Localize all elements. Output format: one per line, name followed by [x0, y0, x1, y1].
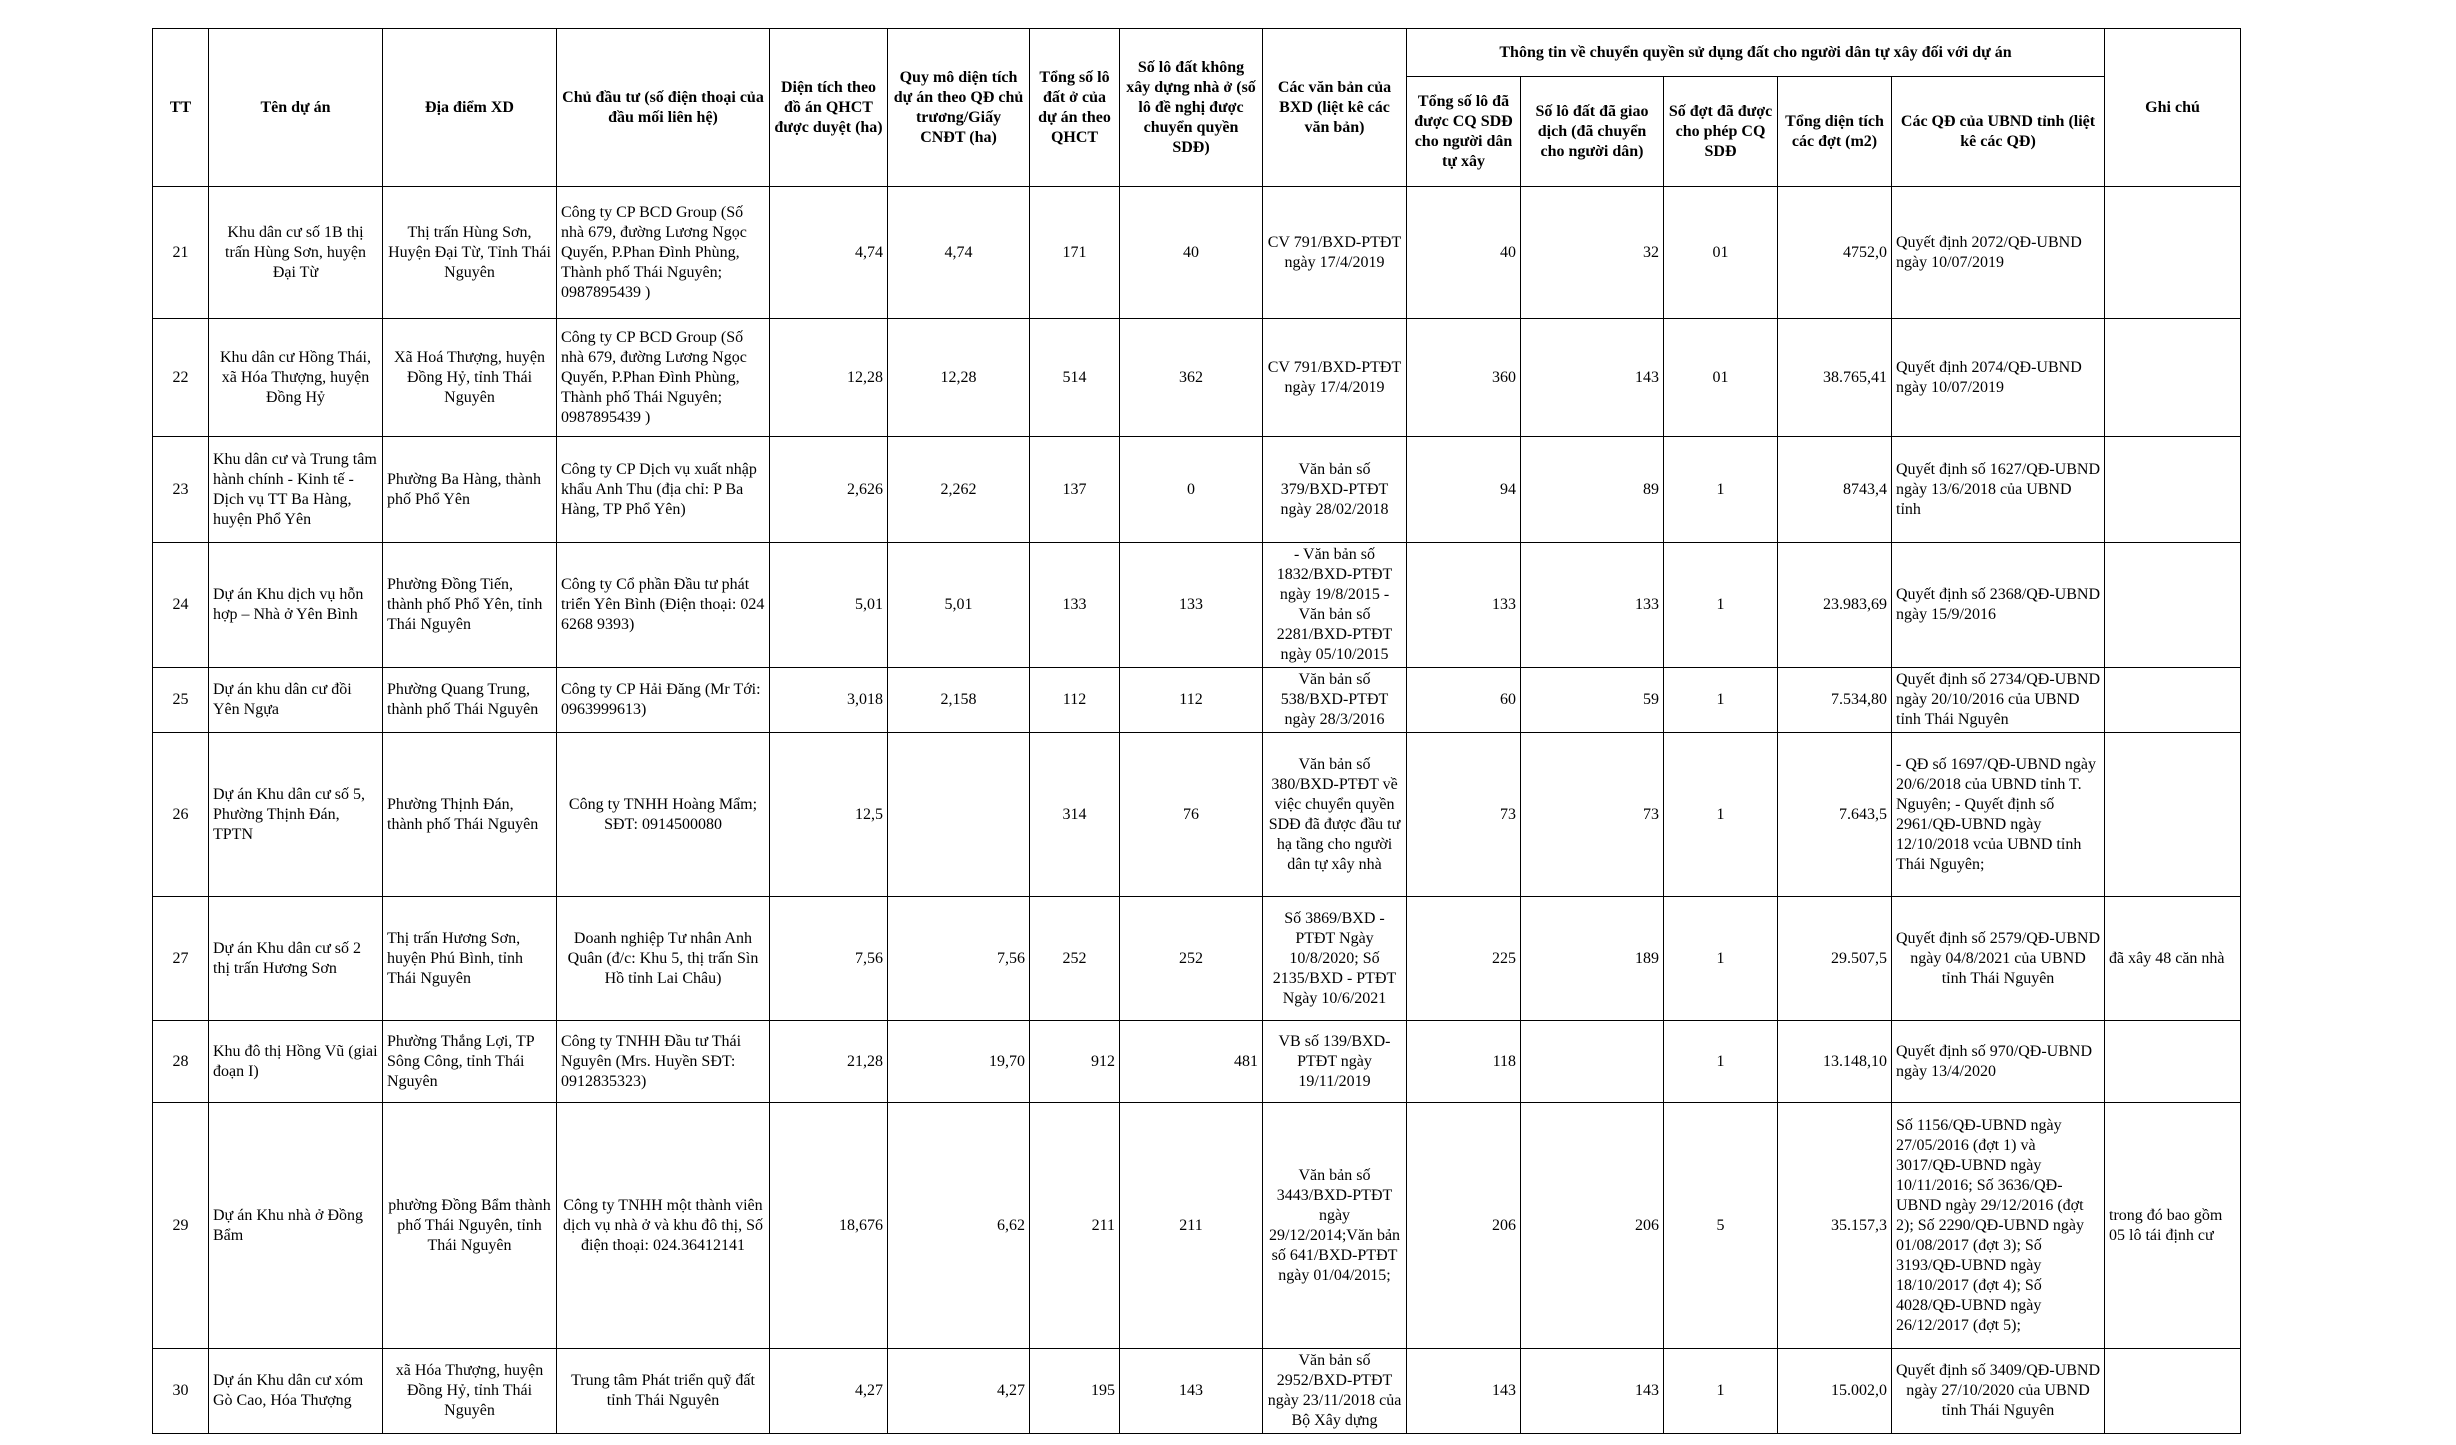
cell-dia-diem: Thị trấn Hương Sơn, huyện Phú Bình, tỉnh Thái Nguyên — [383, 897, 557, 1021]
header-tong-so-lo: Tổng số lô đất ở của dự án theo QHCT — [1030, 29, 1120, 187]
cell-so-lo-giao-dich: 32 — [1521, 187, 1664, 319]
cell-tong-dien-tich: 8743,4 — [1778, 437, 1892, 543]
cell-so-lo-giao-dich: 73 — [1521, 733, 1664, 897]
cell-chu-dau-tu: Công ty CP BCD Group (Số nhà 679, đường Lương Ngọc Quyến, P.Phan Đình Phùng, Thành phố Thái Nguyên; 0987895439 ) — [557, 319, 770, 437]
cell-tong-dien-tich: 7.534,80 — [1778, 668, 1892, 733]
cell-ghi-chu: trong đó bao gồm 05 lô tái định cư — [2105, 1103, 2241, 1349]
cell-so-dot: 01 — [1664, 319, 1778, 437]
header-tt: TT — [153, 29, 209, 187]
cell-tong-so-lo: 171 — [1030, 187, 1120, 319]
header-qd-ubnd: Các QĐ của UBND tỉnh (liệt kê các QĐ) — [1892, 77, 2105, 187]
cell-van-ban-bxd: CV 791/BXD-PTĐT ngày 17/4/2019 — [1263, 319, 1407, 437]
land-transfer-table — [152, 28, 2241, 1434]
cell-so-dot: 1 — [1664, 437, 1778, 543]
cell-tong-so-lo: 514 — [1030, 319, 1120, 437]
cell-dia-diem: Xã Hoá Thượng, huyện Đồng Hỷ, tỉnh Thái Nguyên — [383, 319, 557, 437]
cell-quy-mo: 5,01 — [888, 543, 1030, 668]
cell-quy-mo: 6,62 — [888, 1103, 1030, 1349]
header-tong-lo-cq: Tổng số lô đã được CQ SDĐ cho người dân tự xây — [1407, 77, 1521, 187]
cell-ghi-chu — [2105, 437, 2241, 543]
cell-tong-lo-cq: 206 — [1407, 1103, 1521, 1349]
cell-tt: 23 — [153, 437, 209, 543]
cell-tong-lo-cq: 133 — [1407, 543, 1521, 668]
header-so-dot: Số đợt đã được cho phép CQ SDĐ — [1664, 77, 1778, 187]
table-row — [153, 668, 2241, 733]
cell-qd-ubnd: Quyết định 2074/QĐ-UBND ngày 10/07/2019 — [1892, 319, 2105, 437]
cell-so-dot: 01 — [1664, 187, 1778, 319]
header-tong-dien-tich: Tổng diện tích các đợt (m2) — [1778, 77, 1892, 187]
cell-ten-du-an: Dự án Khu dân cư số 5, Phường Thịnh Đán, TPTN — [209, 733, 383, 897]
cell-tt: 27 — [153, 897, 209, 1021]
cell-tong-so-lo: 314 — [1030, 733, 1120, 897]
cell-ten-du-an: Khu dân cư Hồng Thái, xã Hóa Thượng, huyện Đồng Hỷ — [209, 319, 383, 437]
header-van-ban-bxd: Các văn bản của BXD (liệt kê các văn bản) — [1263, 29, 1407, 187]
cell-ten-du-an: Dự án Khu dân cư số 2 thị trấn Hương Sơn — [209, 897, 383, 1021]
cell-dia-diem: phường Đồng Bẩm thành phố Thái Nguyên, tỉnh Thái Nguyên — [383, 1103, 557, 1349]
cell-tong-lo-cq: 73 — [1407, 733, 1521, 897]
cell-so-lo-khong-xd: 143 — [1120, 1349, 1263, 1434]
cell-tong-dien-tich: 23.983,69 — [1778, 543, 1892, 668]
cell-chu-dau-tu: Công ty TNHH Hoàng Mẩm; SĐT: 0914500080 — [557, 733, 770, 897]
cell-ghi-chu: đã xây 48 căn nhà — [2105, 897, 2241, 1021]
cell-quy-mo: 7,56 — [888, 897, 1030, 1021]
cell-so-lo-khong-xd: 211 — [1120, 1103, 1263, 1349]
cell-quy-mo: 2,158 — [888, 668, 1030, 733]
header-dia-diem: Địa điểm XD — [383, 29, 557, 187]
table-row — [153, 319, 2241, 437]
cell-ten-du-an: Dự án khu dân cư đồi Yên Ngựa — [209, 668, 383, 733]
cell-tong-dien-tich: 7.643,5 — [1778, 733, 1892, 897]
cell-so-lo-giao-dich — [1521, 1021, 1664, 1103]
cell-so-dot: 1 — [1664, 1349, 1778, 1434]
cell-dia-diem: Thị trấn Hùng Sơn, Huyện Đại Từ, Tỉnh Thái Nguyên — [383, 187, 557, 319]
cell-tt: 24 — [153, 543, 209, 668]
cell-ten-du-an: Khu dân cư và Trung tâm hành chính - Kinh tế - Dịch vụ TT Ba Hàng, huyện Phổ Yên — [209, 437, 383, 543]
cell-van-ban-bxd: - Văn bản số 1832/BXD-PTĐT ngày 19/8/2015 - Văn bản số 2281/BXD-PTĐT ngày 05/10/2015 — [1263, 543, 1407, 668]
cell-quy-mo: 4,74 — [888, 187, 1030, 319]
cell-tong-so-lo: 137 — [1030, 437, 1120, 543]
table-row — [153, 1349, 2241, 1434]
cell-tong-so-lo: 133 — [1030, 543, 1120, 668]
cell-so-dot: 1 — [1664, 543, 1778, 668]
cell-so-lo-khong-xd: 112 — [1120, 668, 1263, 733]
cell-ten-du-an: Khu dân cư số 1B thị trấn Hùng Sơn, huyện Đại Từ — [209, 187, 383, 319]
cell-van-ban-bxd: CV 791/BXD-PTĐT ngày 17/4/2019 — [1263, 187, 1407, 319]
header-so-lo-giao-dich: Số lô đất đã giao dịch (đã chuyển cho người dân) — [1521, 77, 1664, 187]
cell-so-lo-khong-xd: 76 — [1120, 733, 1263, 897]
cell-chu-dau-tu: Trung tâm Phát triển quỹ đất tỉnh Thái Nguyên — [557, 1349, 770, 1434]
cell-dien-tich-qhct: 2,626 — [770, 437, 888, 543]
cell-chu-dau-tu: Công ty TNHH Đầu tư Thái Nguyên (Mrs. Huyền SĐT: 0912835323) — [557, 1021, 770, 1103]
cell-chu-dau-tu: Công ty TNHH một thành viên dịch vụ nhà ở và khu đô thị, Số điện thoại: 024.36412141 — [557, 1103, 770, 1349]
header-row-1 — [153, 29, 2241, 77]
cell-van-ban-bxd: Văn bản số 538/BXD-PTĐT ngày 28/3/2016 — [1263, 668, 1407, 733]
cell-tt: 30 — [153, 1349, 209, 1434]
cell-tong-so-lo: 912 — [1030, 1021, 1120, 1103]
cell-qd-ubnd: Quyết định số 1627/QĐ-UBND ngày 13/6/2018 của UBND tỉnh — [1892, 437, 2105, 543]
cell-so-lo-giao-dich: 206 — [1521, 1103, 1664, 1349]
cell-ten-du-an: Khu đô thị Hồng Vũ (giai đoạn I) — [209, 1021, 383, 1103]
cell-dia-diem: Phường Đồng Tiến, thành phố Phổ Yên, tỉnh Thái Nguyên — [383, 543, 557, 668]
table-row — [153, 187, 2241, 319]
cell-dia-diem: Phường Ba Hàng, thành phố Phổ Yên — [383, 437, 557, 543]
cell-ten-du-an: Dự án Khu dân cư xóm Gò Cao, Hóa Thượng — [209, 1349, 383, 1434]
header-dien-tich-qhct: Diện tích theo đồ án QHCT được duyệt (ha) — [770, 29, 888, 187]
cell-qd-ubnd: Quyết định số 2368/QĐ-UBND ngày 15/9/2016 — [1892, 543, 2105, 668]
cell-so-lo-khong-xd: 0 — [1120, 437, 1263, 543]
table-row — [153, 437, 2241, 543]
cell-ten-du-an: Dự án Khu dịch vụ hỗn hợp – Nhà ở Yên Bình — [209, 543, 383, 668]
cell-tong-dien-tich: 29.507,5 — [1778, 897, 1892, 1021]
cell-dien-tich-qhct: 21,28 — [770, 1021, 888, 1103]
cell-dien-tich-qhct: 5,01 — [770, 543, 888, 668]
cell-so-lo-khong-xd: 362 — [1120, 319, 1263, 437]
cell-tt: 21 — [153, 187, 209, 319]
cell-so-dot: 1 — [1664, 1021, 1778, 1103]
cell-tong-dien-tich: 4752,0 — [1778, 187, 1892, 319]
cell-ten-du-an: Dự án Khu nhà ở Đồng Bẩm — [209, 1103, 383, 1349]
cell-tong-so-lo: 195 — [1030, 1349, 1120, 1434]
cell-tong-lo-cq: 360 — [1407, 319, 1521, 437]
cell-so-dot: 5 — [1664, 1103, 1778, 1349]
cell-quy-mo: 2,262 — [888, 437, 1030, 543]
cell-quy-mo: 19,70 — [888, 1021, 1030, 1103]
cell-ghi-chu — [2105, 1349, 2241, 1434]
cell-so-lo-khong-xd: 40 — [1120, 187, 1263, 319]
cell-tt: 22 — [153, 319, 209, 437]
cell-tt: 29 — [153, 1103, 209, 1349]
cell-van-ban-bxd: Số 3869/BXD - PTĐT Ngày 10/8/2020; Số 2135/BXD - PTĐT Ngày 10/6/2021 — [1263, 897, 1407, 1021]
cell-tong-lo-cq: 40 — [1407, 187, 1521, 319]
cell-chu-dau-tu: Doanh nghiệp Tư nhân Anh Quân (đ/c: Khu 5, thị trấn Sìn Hồ tỉnh Lai Châu) — [557, 897, 770, 1021]
cell-qd-ubnd: Quyết định số 3409/QĐ-UBND ngày 27/10/2020 của UBND tỉnh Thái Nguyên — [1892, 1349, 2105, 1434]
cell-so-lo-khong-xd: 133 — [1120, 543, 1263, 668]
cell-van-ban-bxd: Văn bản số 380/BXD-PTĐT về việc chuyển quyền SDĐ đã được đầu tư hạ tầng cho người dân tự xây nhà — [1263, 733, 1407, 897]
cell-chu-dau-tu: Công ty CP Hải Đăng (Mr Tới: 0963999613) — [557, 668, 770, 733]
cell-dien-tich-qhct: 12,5 — [770, 733, 888, 897]
cell-chu-dau-tu: Công ty Cổ phần Đầu tư phát triển Yên Bình (Điện thoại: 024 6268 9393) — [557, 543, 770, 668]
cell-ghi-chu — [2105, 733, 2241, 897]
cell-qd-ubnd: Quyết định số 2734/QĐ-UBND ngày 20/10/2016 của UBND tỉnh Thái Nguyên — [1892, 668, 2105, 733]
cell-tong-lo-cq: 225 — [1407, 897, 1521, 1021]
cell-ghi-chu — [2105, 319, 2241, 437]
cell-dien-tich-qhct: 7,56 — [770, 897, 888, 1021]
document-sheet — [152, 28, 2240, 1434]
cell-so-dot: 1 — [1664, 668, 1778, 733]
cell-dien-tich-qhct: 4,27 — [770, 1349, 888, 1434]
cell-so-lo-giao-dich: 133 — [1521, 543, 1664, 668]
cell-tong-lo-cq: 94 — [1407, 437, 1521, 543]
table-row — [153, 897, 2241, 1021]
cell-dia-diem: xã Hóa Thượng, huyện Đồng Hỷ, tỉnh Thái Nguyên — [383, 1349, 557, 1434]
cell-tong-lo-cq: 118 — [1407, 1021, 1521, 1103]
cell-tong-so-lo: 211 — [1030, 1103, 1120, 1349]
header-quy-mo: Quy mô diện tích dự án theo QĐ chủ trương/Giấy CNĐT (ha) — [888, 29, 1030, 187]
cell-so-lo-khong-xd: 252 — [1120, 897, 1263, 1021]
cell-dien-tich-qhct: 18,676 — [770, 1103, 888, 1349]
header-ten-du-an: Tên dự án — [209, 29, 383, 187]
cell-tt: 28 — [153, 1021, 209, 1103]
cell-tong-so-lo: 252 — [1030, 897, 1120, 1021]
cell-dia-diem: Phường Thịnh Đán, thành phố Thái Nguyên — [383, 733, 557, 897]
cell-qd-ubnd: Số 1156/QĐ-UBND ngày 27/05/2016 (đợt 1) và 3017/QĐ-UBND ngày 10/11/2016; Số 3636/QĐ-UBND ngày 29/12/2016 (đợt 2); Số 2290/QĐ-UBND ngày 01/08/2017 (đợt 3); Số 3193/QĐ-UBND ngày 18/10/2017 (đợt 4); Số 4028/QĐ-UBND ngày 26/12/2017 (đợt 5); — [1892, 1103, 2105, 1349]
cell-dia-diem: Phường Quang Trung, thành phố Thái Nguyên — [383, 668, 557, 733]
cell-tt: 26 — [153, 733, 209, 897]
cell-quy-mo: 12,28 — [888, 319, 1030, 437]
cell-qd-ubnd: - QĐ số 1697/QĐ-UBND ngày 20/6/2018 của UBND tỉnh T. Nguyên; - Quyết định số 2961/QĐ-UBND ngày 12/10/2018 vcủa UBND tỉnh Thái Nguyên; — [1892, 733, 2105, 897]
cell-dien-tich-qhct: 3,018 — [770, 668, 888, 733]
cell-so-lo-giao-dich: 143 — [1521, 1349, 1664, 1434]
cell-tong-dien-tich: 15.002,0 — [1778, 1349, 1892, 1434]
cell-ghi-chu — [2105, 1021, 2241, 1103]
cell-qd-ubnd: Quyết định 2072/QĐ-UBND ngày 10/07/2019 — [1892, 187, 2105, 319]
cell-dia-diem: Phường Thắng Lợi, TP Sông Công, tỉnh Thái Nguyên — [383, 1021, 557, 1103]
cell-so-lo-khong-xd: 481 — [1120, 1021, 1263, 1103]
cell-dien-tich-qhct: 4,74 — [770, 187, 888, 319]
cell-so-dot: 1 — [1664, 897, 1778, 1021]
table-row — [153, 1103, 2241, 1349]
cell-so-lo-giao-dich: 59 — [1521, 668, 1664, 733]
cell-so-lo-giao-dich: 143 — [1521, 319, 1664, 437]
cell-dien-tich-qhct: 12,28 — [770, 319, 888, 437]
cell-van-ban-bxd: Văn bản số 379/BXD-PTĐT ngày 28/02/2018 — [1263, 437, 1407, 543]
cell-van-ban-bxd: Văn bản số 3443/BXD-PTĐT ngày 29/12/2014;Văn bản số 641/BXD-PTĐT ngày 01/04/2015; — [1263, 1103, 1407, 1349]
cell-tong-dien-tich: 13.148,10 — [1778, 1021, 1892, 1103]
cell-ghi-chu — [2105, 668, 2241, 733]
cell-tong-dien-tich: 35.157,3 — [1778, 1103, 1892, 1349]
cell-quy-mo — [888, 733, 1030, 897]
header-ghi-chu: Ghi chú — [2105, 29, 2241, 187]
table-row — [153, 733, 2241, 897]
cell-qd-ubnd: Quyết định số 2579/QĐ-UBND ngày 04/8/2021 của UBND tỉnh Thái Nguyên — [1892, 897, 2105, 1021]
cell-chu-dau-tu: Công ty CP Dịch vụ xuất nhập khẩu Anh Thu (địa chỉ: P Ba Hàng, TP Phổ Yên) — [557, 437, 770, 543]
cell-van-ban-bxd: Văn bản số 2952/BXD-PTĐT ngày 23/11/2018 của Bộ Xây dựng — [1263, 1349, 1407, 1434]
cell-chu-dau-tu: Công ty CP BCD Group (Số nhà 679, đường Lương Ngọc Quyến, P.Phan Đình Phùng, Thành phố Thái Nguyên; 0987895439 ) — [557, 187, 770, 319]
cell-van-ban-bxd: VB số 139/BXD-PTĐT ngày 19/11/2019 — [1263, 1021, 1407, 1103]
header-group-chuyen-quyen: Thông tin về chuyển quyền sử dụng đất cho người dân tự xây đối với dự án — [1407, 29, 2105, 77]
cell-ghi-chu — [2105, 187, 2241, 319]
cell-tong-so-lo: 112 — [1030, 668, 1120, 733]
header-chu-dau-tu: Chủ đầu tư (số điện thoại của đầu mối liên hệ) — [557, 29, 770, 187]
cell-so-lo-giao-dich: 89 — [1521, 437, 1664, 543]
cell-so-lo-giao-dich: 189 — [1521, 897, 1664, 1021]
cell-tong-dien-tich: 38.765,41 — [1778, 319, 1892, 437]
cell-qd-ubnd: Quyết định số 970/QĐ-UBND ngày 13/4/2020 — [1892, 1021, 2105, 1103]
table-row — [153, 543, 2241, 668]
table-row — [153, 1021, 2241, 1103]
cell-so-dot: 1 — [1664, 733, 1778, 897]
cell-ghi-chu — [2105, 543, 2241, 668]
cell-tong-lo-cq: 60 — [1407, 668, 1521, 733]
cell-tt: 25 — [153, 668, 209, 733]
cell-quy-mo: 4,27 — [888, 1349, 1030, 1434]
header-so-lo-khong-xd: Số lô đất không xây dựng nhà ở (số lô đề nghị được chuyển quyền SDĐ) — [1120, 29, 1263, 187]
cell-tong-lo-cq: 143 — [1407, 1349, 1521, 1434]
